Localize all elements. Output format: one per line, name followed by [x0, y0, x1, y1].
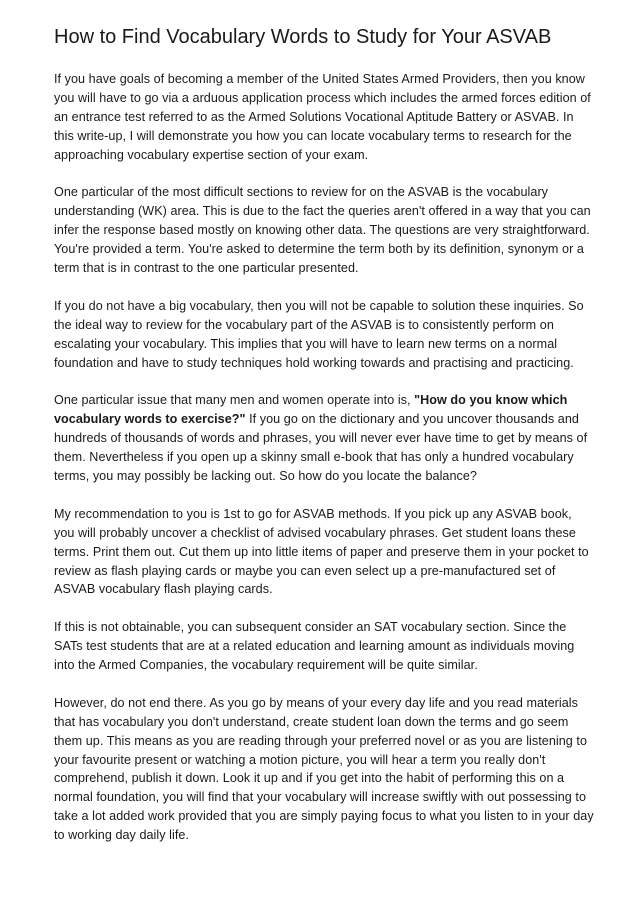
paragraph-recommendation: My recommendation to you is 1st to go for ASVAB methods. If you pick up any ASVAB book, you will probably uncover a checklist of advised vocabulary phrases. Get student loans these terms. Print them out. Cut them up into little items of paper and preserve them in your pocket to review as flash playing cards or maybe you can even select up a pre-manufactured set of ASVAB vocabulary flash playing cards.: [54, 506, 589, 597]
paragraph-vocabulary-section: One particular of the most difficult sections to review for on the ASVAB is the vocabulary understanding (WK) area. This is due to the fact the queries aren't offered in a way that you can infer the response based mostly on knowing other data. The questions are very straightforward. You're provided a term. You're asked to determine the term both by its definition, synonym or a term that is in contrast to the one particular presented.: [54, 185, 591, 276]
paragraph-big-vocabulary: If you do not have a big vocabulary, then you will not be capable to solution these inquiries. So the ideal way to review for the vocabulary part of the ASVAB is to consistently perform on escalating your vocabulary. This implies that you will have to learn new terms on a normal foundation and have to study techniques hold working towards and practising and practicing.: [54, 298, 584, 370]
paragraph-intro: If you have goals of becoming a member of the United States Armed Providers, then you know you will have to go via a arduous application process which includes the armed forces edition of an entrance test referred to as the Armed Solutions Vocational Aptitude Battery or ASVAB. In this write-up, I will demonstrate you how you can locate vocabulary terms to research for the approaching vocabulary expertise section of your exam.: [54, 72, 591, 162]
paragraph-text-before: One particular issue that many men and women operate into is,: [54, 393, 415, 408]
page-title: How to Find Vocabulary Words to Study for Your ASVAB: [54, 26, 552, 48]
paragraph-daily-life: However, do not end there. As you go by means of your every day life and you read materials that has vocabulary you don't understand, create student loan down the terms and go seem them up. This means as you are reading through your preferred novel or as you are listening to your favourite present or watching a motion picture, you will hear a term you really don't comprehend, publish it down. Look it up and if you get into the habit of performing this on a normal foundation, you will find that your vocabulary will increase swiftly with out possessing to take a lot added work provided that you are simply paying focus to what you listen to in your day to working day daily life.: [54, 695, 594, 843]
document-page: [54, 24, 594, 864]
paragraph-text-after: If you go on the dictionary and you uncover thousands and hundreds of thousands of words and phrases, you will never ever have time to get by means of them. Nevertheless if you open up a skinny small e-book that has only a hundred vocabulary terms, you may possibly be lacking out. So how do you locate the balance?: [54, 412, 588, 483]
bold-question: "How do you know which vocabulary words to exercise?": [54, 393, 568, 427]
paragraph-which-words: [54, 391, 594, 486]
paragraph-sat: If this is not obtainable, you can subsequent consider an SAT vocabulary section. Since the SATs test students that are at a related education and learning amount as individuals moving into the Armed Companies, the vocabulary requirement will be quite similar.: [54, 620, 575, 673]
